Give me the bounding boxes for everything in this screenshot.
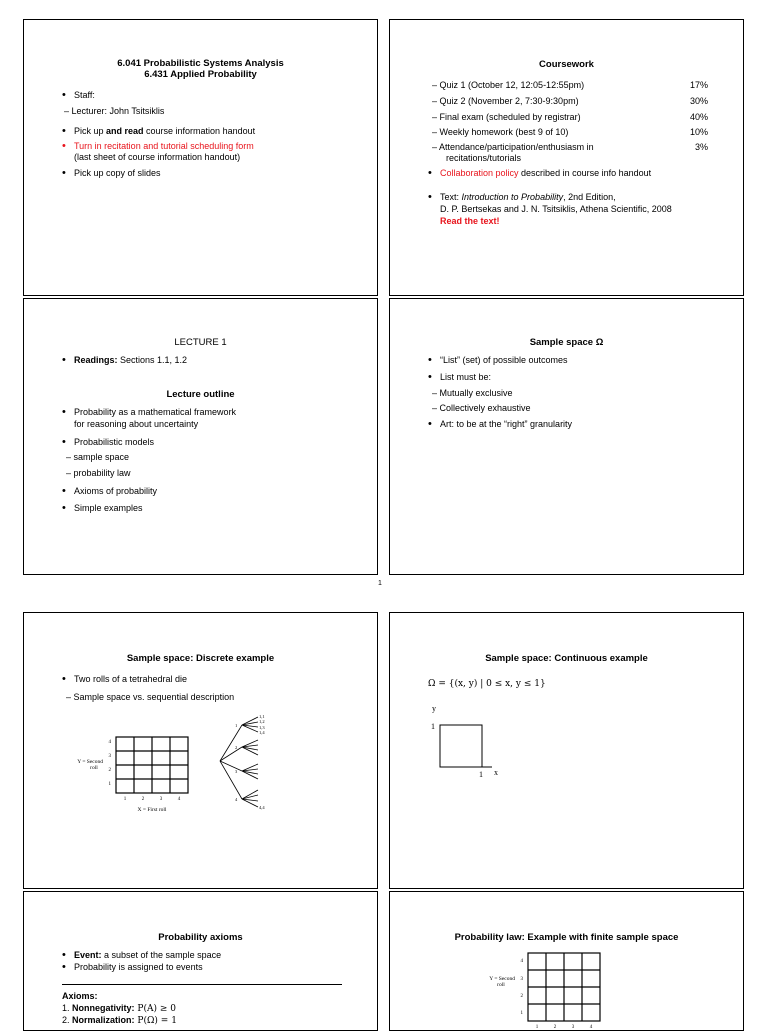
bullet-collaboration: • Collaboration policy described in course info handout	[440, 168, 651, 179]
text-authors: D. P. Bertsekas and J. N. Tsitsiklis, Athena Scientific, 2008	[440, 204, 672, 214]
finite-sample-space-grid	[390, 947, 743, 1031]
outline-title: Lecture outline	[166, 389, 235, 400]
bullet-pickup: • Pick up and read course information handout	[74, 126, 255, 137]
y-tick: 2	[520, 994, 523, 999]
axiom-normalization: 2. Normalization: P(Ω) = 1	[62, 1015, 177, 1026]
tree-leaf: 1,1	[259, 714, 265, 719]
sub-exhaustive: – Collectively exhaustive	[432, 403, 531, 413]
sub-exclusive: – Mutually exclusive	[432, 388, 513, 398]
slide-title: Sample space: Continuous example	[485, 653, 648, 664]
divider	[62, 984, 342, 985]
slide-title: 6.041 Probabilistic Systems Analysis 6.431 Applied Probability	[117, 58, 284, 80]
y-tick: 1	[520, 1011, 523, 1016]
y-tick: 2	[108, 768, 111, 773]
x-tick: 3	[571, 1025, 575, 1030]
coursework-pct: 30%	[689, 96, 708, 106]
y-tick: 1	[108, 782, 111, 787]
y-tick: 3	[520, 977, 523, 982]
slide-discrete-example	[23, 612, 378, 889]
tree-leaf: 1,4	[259, 730, 265, 735]
bullet-readings: • Readings: Sections 1.1, 1.2	[74, 355, 187, 366]
slide-probability-law-example	[389, 891, 744, 1031]
coursework-item: – Quiz 1 (October 12, 12:05-12:55pm)	[432, 80, 585, 90]
y-tick: 4	[108, 740, 111, 745]
axioms-heading: Axioms:	[62, 991, 98, 1001]
slide-probability-axioms	[23, 891, 378, 1031]
tree-node: 1	[235, 723, 238, 728]
grid-y-label: roll	[90, 765, 98, 771]
unit-square-figure	[420, 701, 530, 791]
coursework-item: – Quiz 2 (November 2, 7:30-9:30pm)	[432, 96, 579, 106]
bullet-framework-cont: for reasoning about uncertainty	[74, 419, 199, 429]
sub-probability-law: – probability law	[66, 468, 131, 478]
grid-y-label: roll	[497, 982, 505, 988]
coursework-item: – Weekly homework (best 9 of 10)	[432, 127, 569, 137]
x-tick: 1	[535, 1025, 539, 1030]
bullet-framework: • Probability as a mathematical framework	[74, 407, 236, 418]
coursework-item: – Final exam (scheduled by registrar)	[432, 112, 581, 122]
bullet-tetrahedral: • Two rolls of a tetrahedral die	[74, 674, 187, 685]
tree-leaf: 1,3	[259, 725, 265, 730]
grid-x-label: X = First roll	[137, 807, 167, 813]
x-tick: 4	[177, 797, 181, 802]
bullet-list-must: • List must be:	[440, 372, 491, 383]
tree-node: 4	[235, 797, 238, 802]
coursework-pct: 3%	[694, 142, 708, 152]
tree-node: 3	[235, 769, 238, 774]
slide-course-intro	[23, 19, 378, 296]
slide-title: Probability axioms	[158, 932, 243, 943]
bullet-models: • Probabilistic models	[74, 437, 154, 448]
sample-space-grid	[116, 737, 188, 793]
bullet-event: • Event: a subset of the sample space	[74, 950, 221, 961]
bullet-turn-in: • Turn in recitation and tutorial scheduling form	[74, 141, 254, 152]
grid-y-label: Y = Second	[77, 759, 103, 765]
coursework-item-cont: recitations/tutorials	[446, 153, 522, 163]
slide-title: Sample space: Discrete example	[126, 653, 275, 664]
y-tick: 3	[108, 754, 111, 759]
x-tick: 1	[123, 797, 127, 802]
x-tick: 2	[141, 797, 145, 802]
discrete-sample-space-figure	[24, 703, 377, 823]
slide-sample-space	[389, 298, 744, 575]
tree-leaf: 4,4	[259, 805, 265, 810]
y-axis-label: y	[432, 704, 436, 713]
sample-space-formula: Ω = {(x, y) | 0 ≤ x, y ≤ 1}	[428, 679, 546, 689]
bullet-assigned: • Probability is assigned to events	[74, 962, 203, 973]
y-one-label: 1	[431, 722, 435, 731]
sub-sample-space: – sample space	[66, 452, 130, 462]
bullet-slides: • Pick up copy of slides	[74, 168, 161, 179]
tree-leaf: 1,2	[259, 719, 265, 724]
coursework-pct: 40%	[689, 112, 708, 122]
x-one-label: 1	[479, 770, 483, 779]
slide-title: Sample space Ω	[529, 337, 604, 348]
read-the-text: Read the text!	[440, 216, 500, 226]
sequential-tree	[220, 717, 258, 807]
coursework-item: – Attendance/participation/enthusiasm in	[432, 142, 594, 152]
axiom-nonnegativity: 1. Nonnegativity: P(A) ≥ 0	[62, 1003, 176, 1014]
turn-in-note: (last sheet of course information handout)	[74, 152, 241, 162]
slide-title: Coursework	[539, 59, 594, 70]
tree-node: 2	[235, 745, 238, 750]
bullet-granularity: • Art: to be at the “right” granularity	[440, 419, 572, 430]
slide-continuous-example	[389, 612, 744, 889]
slide-lecture-1	[23, 298, 378, 575]
bullet-text: • Text: Introduction to Probability, 2nd Edition,	[440, 192, 616, 203]
page-number: 1	[378, 580, 382, 587]
x-tick: 2	[553, 1025, 557, 1030]
bullet-staff: • Staff:	[74, 90, 95, 101]
y-tick: 4	[520, 959, 523, 964]
x-tick: 4	[589, 1025, 593, 1030]
x-tick: 3	[159, 797, 163, 802]
bullet-axioms: • Axioms of probability	[74, 486, 157, 497]
coursework-pct: 17%	[689, 80, 708, 90]
coursework-pct: 10%	[689, 127, 708, 137]
slide-coursework	[389, 19, 744, 296]
bullet-examples: • Simple examples	[74, 503, 143, 514]
slide-title: Probability law: Example with finite sample space	[454, 932, 679, 943]
grid-y-label: Y = Second	[489, 976, 515, 982]
x-axis-label: x	[494, 768, 498, 777]
bullet-list: • “List” (set) of possible outcomes	[440, 355, 568, 366]
slide-title: LECTURE 1	[174, 337, 227, 348]
sub-sequential: – Sample space vs. sequential description	[66, 692, 235, 702]
sub-lecturer: – Lecturer: John Tsitsiklis	[64, 106, 165, 116]
